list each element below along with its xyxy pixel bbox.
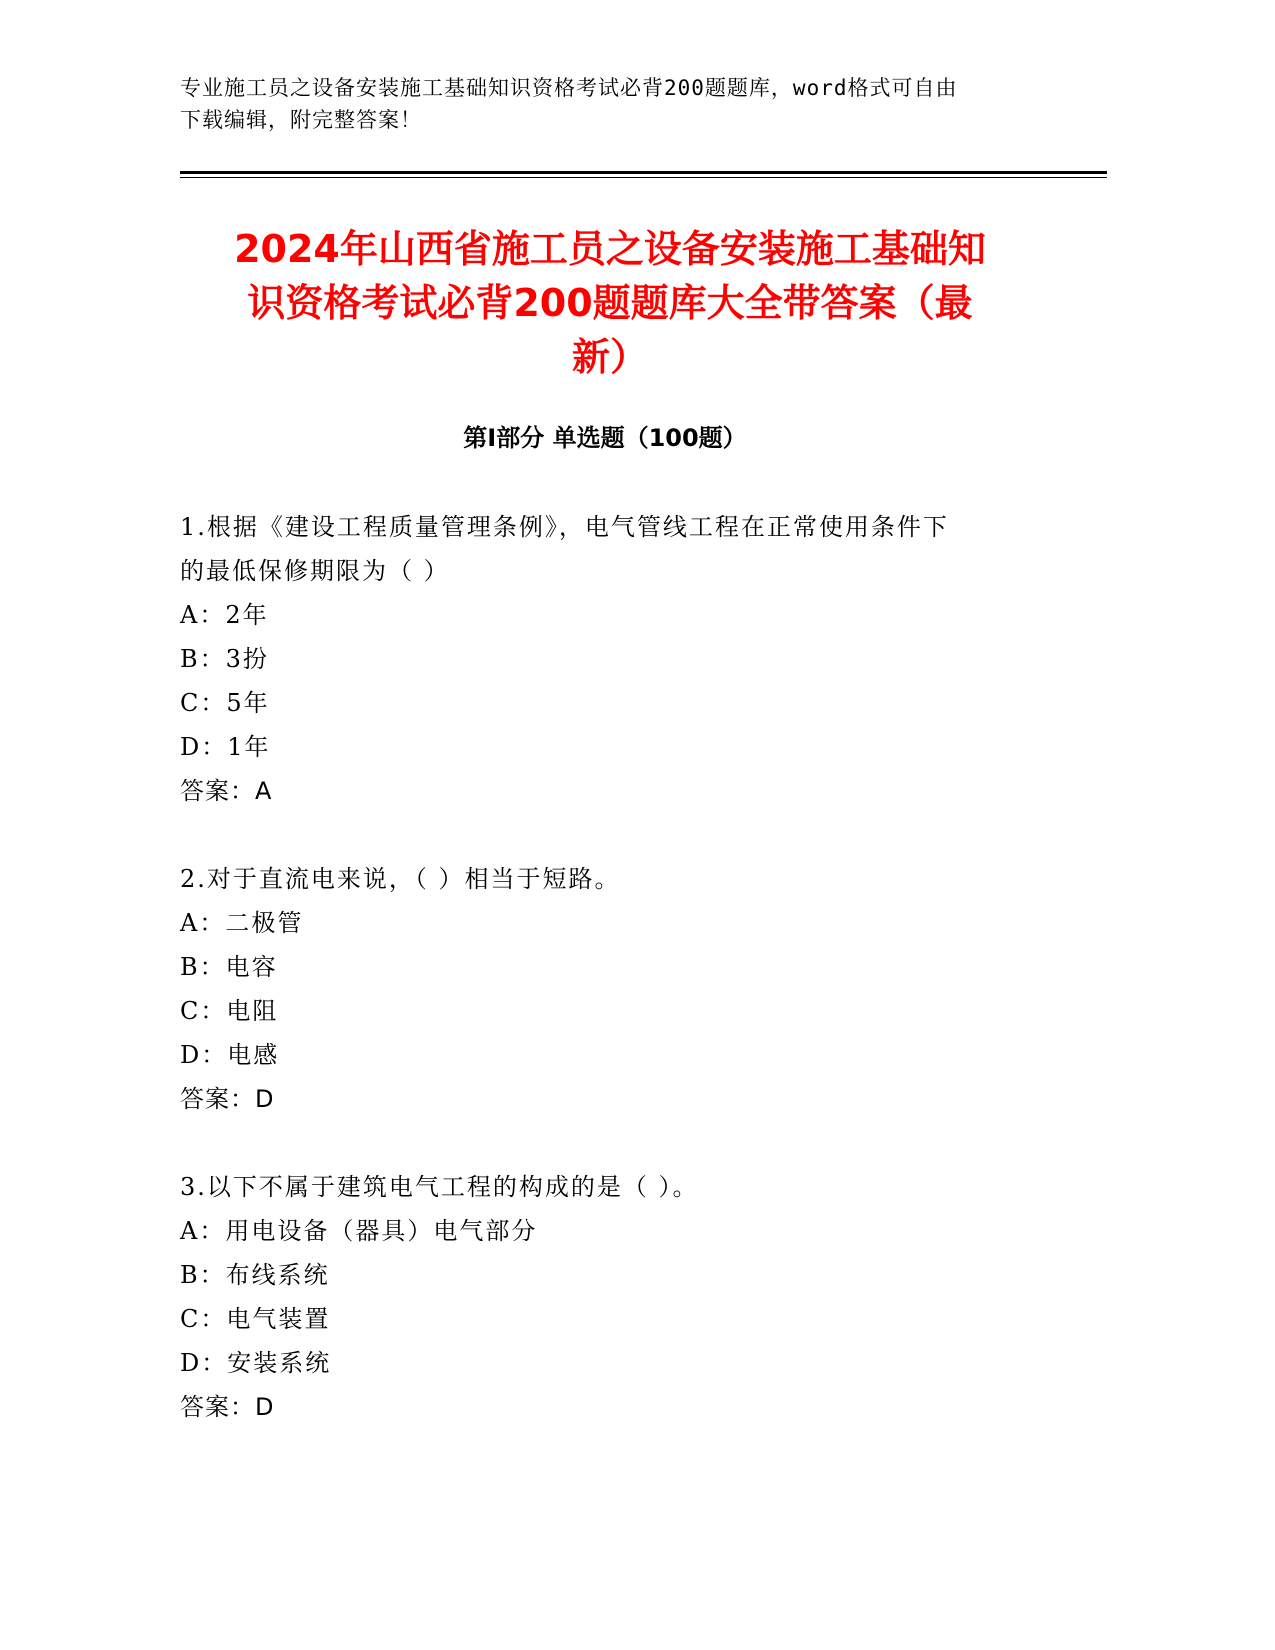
question-stem: 的最低保修期限为（ ） bbox=[180, 557, 450, 585]
section-title: 第Ⅰ部分 单选题（100题） bbox=[463, 424, 747, 452]
option-d: D：安装系统 bbox=[180, 1349, 332, 1377]
option-b: B：布线系统 bbox=[180, 1261, 330, 1289]
header-note-line: 专业施工员之设备安装施工基础知识资格考试必背200题题库，word格式可自由 bbox=[180, 76, 958, 100]
header-divider-thick bbox=[180, 171, 1107, 174]
header-note-line: 下载编辑，附完整答案！ bbox=[180, 108, 422, 132]
header-divider-thin bbox=[180, 177, 1107, 178]
option-b: B：3扮 bbox=[180, 645, 269, 673]
document-title-line: 识资格考试必背200题题库大全带答案（最 bbox=[247, 281, 973, 325]
question-3 bbox=[180, 1165, 1050, 1429]
option-d: D：1年 bbox=[180, 733, 271, 761]
question-2 bbox=[180, 857, 1050, 1121]
answer: 答案：D bbox=[180, 1393, 275, 1421]
question-stem: 1.根据《建设工程质量管理条例》，电气管线工程在正常使用条件下 bbox=[180, 513, 949, 541]
question-stem: 3.以下不属于建筑电气工程的构成的是（ ）。 bbox=[180, 1173, 699, 1201]
option-a: A：2年 bbox=[180, 601, 269, 629]
option-c: C：电气装置 bbox=[180, 1305, 331, 1333]
document-title-line: 新） bbox=[571, 335, 648, 379]
option-b: B：电容 bbox=[180, 953, 278, 981]
question-list bbox=[180, 505, 1050, 1473]
question-1 bbox=[180, 505, 1050, 813]
option-a: A：用电设备（器具）电气部分 bbox=[180, 1217, 538, 1245]
answer: 答案：A bbox=[180, 777, 273, 805]
header-note bbox=[180, 72, 1050, 136]
document-title bbox=[170, 222, 1050, 384]
option-c: C：5年 bbox=[180, 689, 270, 717]
option-d: D：电感 bbox=[180, 1041, 280, 1069]
option-c: C：电阻 bbox=[180, 997, 279, 1025]
question-stem: 2.对于直流电来说，（ ）相当于短路。 bbox=[180, 865, 621, 893]
document-title-line: 2024年山西省施工员之设备安装施工基础知 bbox=[234, 227, 986, 271]
answer: 答案：D bbox=[180, 1085, 275, 1113]
option-a: A：二极管 bbox=[180, 909, 304, 937]
